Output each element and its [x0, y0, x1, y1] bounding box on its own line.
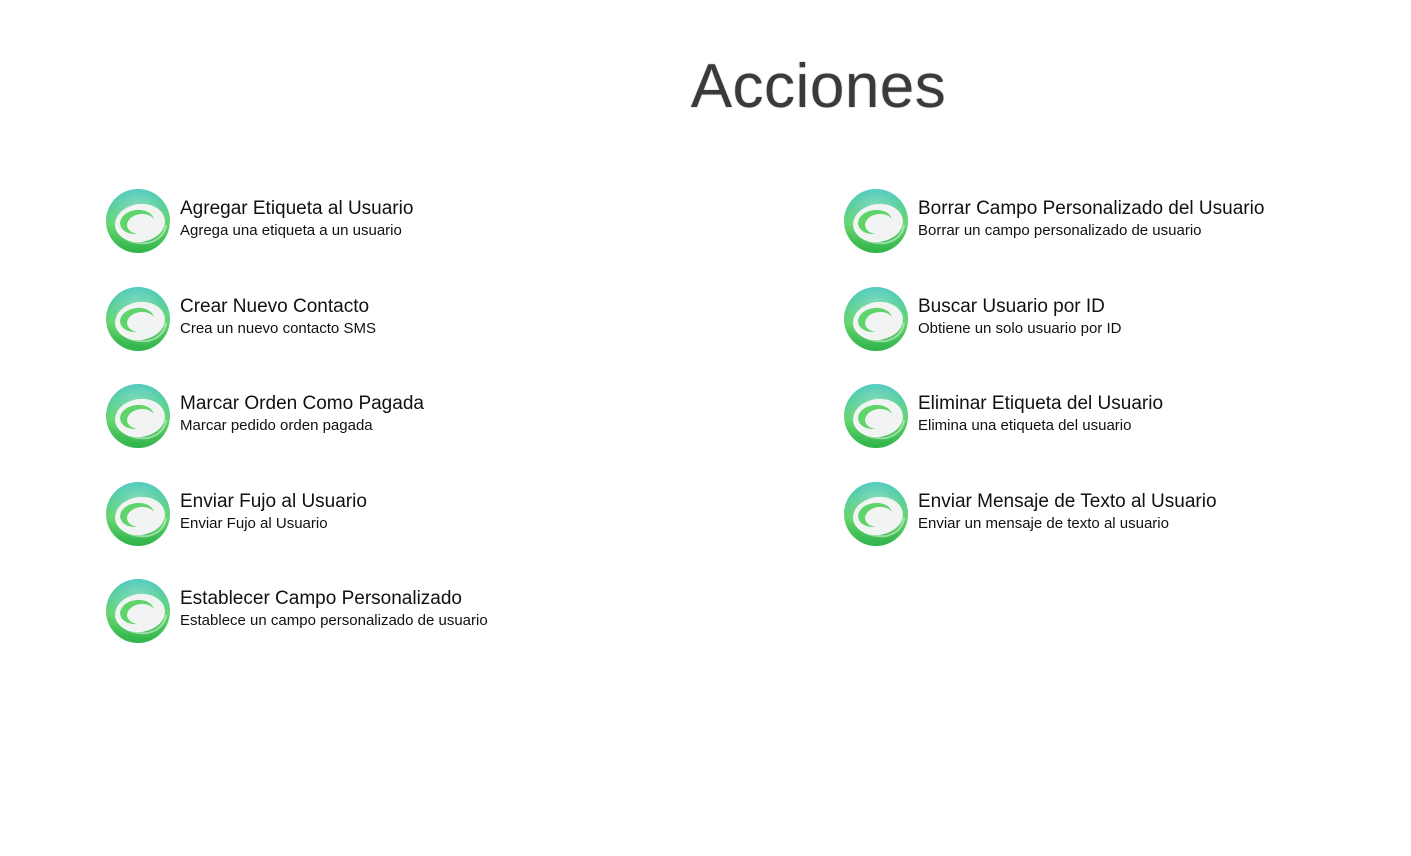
action-item-create-contact[interactable] [104, 284, 664, 354]
app-logo-icon [842, 187, 910, 255]
action-item-find-user-by-id[interactable] [842, 284, 1402, 354]
action-title: Eliminar Etiqueta del Usuario [918, 393, 1164, 414]
action-item-clear-custom-field[interactable] [842, 186, 1402, 256]
action-title: Borrar Campo Personalizado del Usuario [918, 198, 1265, 219]
action-title: Agregar Etiqueta al Usuario [180, 198, 414, 219]
page-title: Acciones [690, 52, 947, 121]
action-title: Enviar Mensaje de Texto al Usuario [918, 490, 1217, 512]
app-logo-icon [842, 285, 910, 353]
action-item-mark-order-paid[interactable] [104, 381, 664, 451]
action-title: Marcar Orden Como Pagada [180, 393, 424, 414]
action-title: Enviar Fujo al Usuario [180, 490, 367, 512]
action-title: Crear Nuevo Contacto [180, 295, 370, 317]
action-title: Buscar Usuario por ID [918, 295, 1105, 317]
action-item-send-text-message[interactable] [842, 479, 1402, 549]
actions-column-right [842, 186, 1402, 576]
action-item-add-tag[interactable] [104, 186, 664, 256]
app-logo-icon [842, 480, 910, 548]
app-logo-icon [104, 480, 172, 548]
action-description: Agrega una etiqueta a un usuario [180, 222, 402, 239]
action-description: Marcar pedido orden pagada [180, 417, 373, 434]
action-description: Obtiene un solo usuario por ID [918, 319, 1122, 337]
app-logo-icon [104, 285, 172, 353]
action-description: Enviar un mensaje de texto al usuario [918, 514, 1169, 532]
app-logo-icon [104, 382, 172, 450]
action-title: Establecer Campo Personalizado [180, 588, 462, 609]
action-description: Elimina una etiqueta del usuario [918, 417, 1132, 434]
actions-column-left [104, 186, 664, 674]
action-description: Establece un campo personalizado de usuario [180, 612, 488, 629]
app-logo-icon [842, 382, 910, 450]
action-item-remove-tag[interactable] [842, 381, 1402, 451]
app-logo-icon [104, 187, 172, 255]
action-item-set-custom-field[interactable] [104, 576, 664, 646]
app-logo-icon [104, 577, 172, 645]
action-description: Borrar un campo personalizado de usuario [918, 222, 1202, 239]
action-item-send-flow[interactable] [104, 479, 664, 549]
action-description: Crea un nuevo contacto SMS [180, 319, 376, 337]
action-description: Enviar Fujo al Usuario [180, 514, 328, 532]
